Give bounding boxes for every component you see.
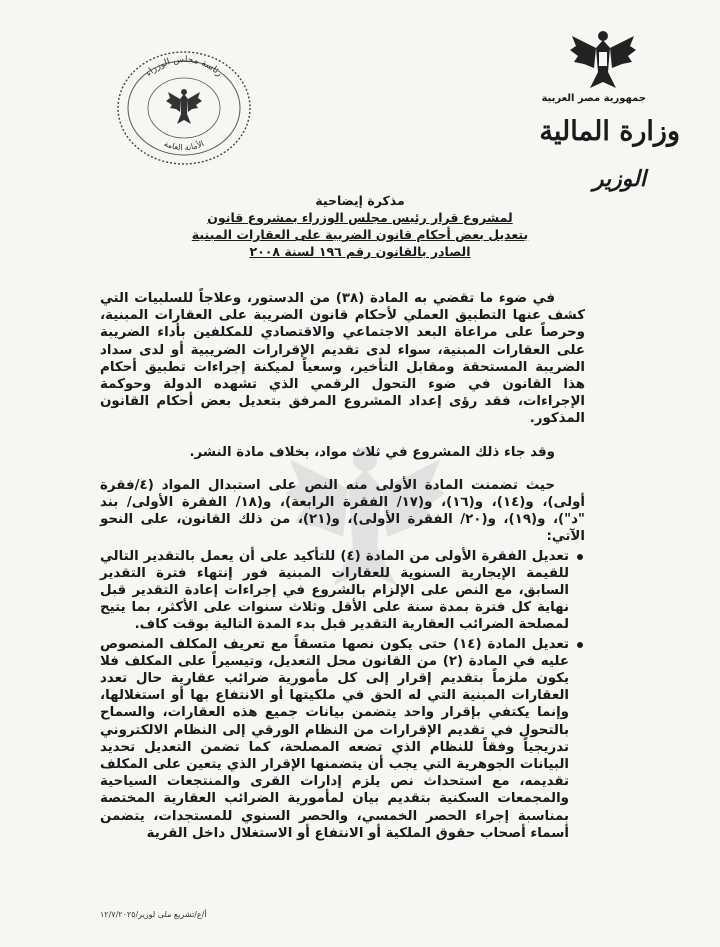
- seal-bottom-text: الأمانة العامة: [162, 139, 206, 153]
- svg-text:رئاسة مجلس الوزراء: [144, 55, 224, 79]
- minister-label: الوزير: [592, 166, 646, 192]
- list-item: تعديل المادة (١٤) حتى يكون نصها متسقاً مع تعريف المكلف المنصوص عليه في المادة (٢) من القانون محل التعديل، وتيسيراً على المكلف فلا يكون ملزماً بتقديم إقرار إلى كل مأمورية ضرائب عقارية حال تعدد العقارات المبنية التي له الحق في ملكيتها أو الانتفاع بها أو استغلالها، وإنما يكتفي بإقرار واحد يتضمن بيانات جميع هذه العقارات، والسماح بالتحول في تقديم الإقرارات من النظام الورقي إلى النظام الالكتروني تدريجياً وفقاً للنظام الذي تضعه المصلحة، كما تضمن التعديل تحديد البيانات الجوهرية التي يجب أن يتضمنها الإقرار الذي يتعين على المكلف تقديمه، مع استحداث نص يلزم إدارات القرى والمنتجعات السياحية والمجمعات السكنية بتقديم بيان لمأمورية الضرائب العقارية المختصة بمناسبة إجراء الحصر الخمسي، والحصر السنوي للمستجدات، يتضمن أسماء أصحاب حقوق الملكية أو الانتفاع أو الاستغلال داخل القرية: [100, 636, 585, 842]
- memo-subtitle-3: الصادر بالقانون رقم ١٩٦ لسنة ٢٠٠٨: [249, 244, 471, 259]
- memo-subtitle-2: بتعديل بعض أحكام قانون الضريبة على العقارات المبنية: [191, 227, 529, 242]
- ministry-name: وزارة المالية: [539, 116, 680, 147]
- amendments-list: [100, 548, 585, 842]
- republic-label: جمهورية مصر العربية: [541, 93, 646, 104]
- seal-top-text: رئاسة مجلس الوزراء: [143, 54, 225, 79]
- memo-title-block: [100, 192, 620, 260]
- paragraph-intro: في ضوء ما تقضي به المادة (٣٨) من الدستور، وعلاجاً للسلبيات التي كشف عنها التطبيق العملي لأحكام قانون الضريبة على العقارات المبنية، وحرصاً على مراعاة البعد الاجتماعي والاقتصادي للمكلفين بأداء الضريبة على العقارات المبنية، سواء لدى تقديم الإقرارات الضريبية أو لدى سداد الضريبة المستحقة ومقابل التأخير، وسعياً لميكنة إجراءات تطبيق أحكام هذا القانون في ضوء التحول الرقمي الذي تشهده الدولة وحوكمة الإجراءات، فقد رؤى إعداد المشروع المرفق بتعديل بعض أحكام القانون المذكور.: [100, 291, 585, 427]
- list-item: تعديل الفقرة الأولى من المادة (٤) للتأكيد على أن يعمل بالتقدير التالي للقيمة الإيجارية السنوية للعقارات المبنية فور إنتهاء فترة التقدير السابق، مع النص على الإلزام بالشروع في إجراءات إعادة التقدير قبل نهاية كل فترة بمدة سنة على الأقل وثلاث سنوات على الأكثر، بما يتيح لمصلحة الضرائب العقارية التقدير قبل بدء المدة التالية بوقت كاف.: [100, 548, 585, 634]
- svg-text:الأمانة العامة: [163, 139, 206, 152]
- memo-body: [100, 290, 585, 842]
- paragraph-structure: وقد جاء ذلك المشروع في ثلاث مواد، بخلاف مادة النشر.: [189, 444, 555, 460]
- eagle-emblem-icon: [568, 28, 638, 94]
- memo-title: مذكرة إيضاحية: [315, 193, 405, 208]
- footer-reference: أ/ع/تشريع ملى لوزير/١٢/٧/٢٠٢٥: [100, 910, 207, 919]
- cabinet-seal-icon: [114, 48, 254, 166]
- memo-subtitle-1: لمشروع قرار رئيس مجلس الوزراء بمشروع قانون: [207, 210, 513, 225]
- paragraph-article-one: حيث تضمنت المادة الأولى منه النص على استبدال المواد (٤/فقرة أولى)، و(١٤)، و(١٦)، و(١٧/ الفقرة الرابعة)، و(١٨/ الفقرة الأولى/ بند "د")، و(١٩)، و(٢٠/ الفقرة الأولى)، و(٢١)، من ذلك القانون، على النحو الآتي:: [100, 477, 586, 545]
